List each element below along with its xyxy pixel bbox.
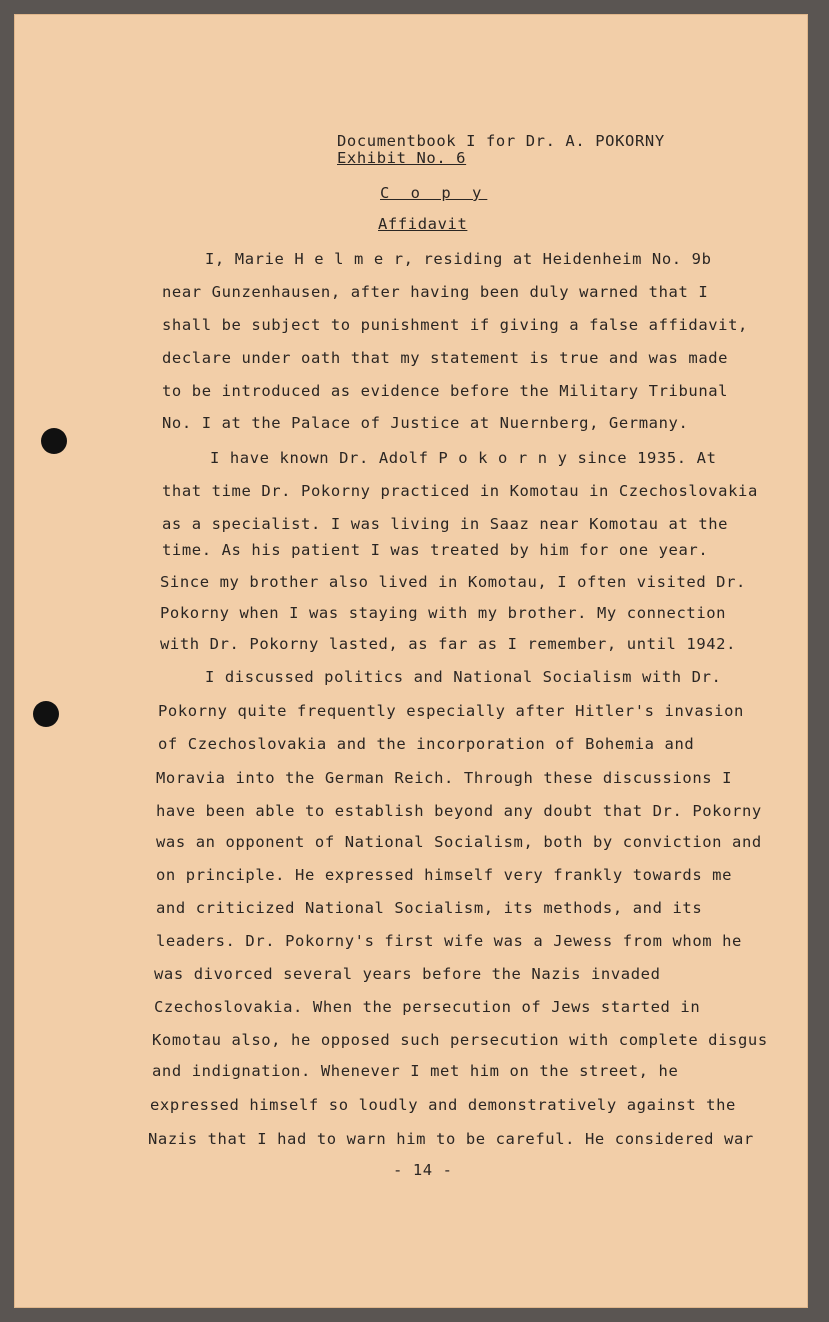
body-line: declare under oath that my statement is true and was made <box>162 349 729 367</box>
body-line: was divorced several years before the Nazis invaded <box>154 965 661 983</box>
body-line: Czechoslovakia. When the persecution of Jews started in <box>154 998 701 1016</box>
body-line: to be introduced as evidence before the Military Tribunal <box>162 382 729 400</box>
body-line: Pokorny quite frequently especially after Hitler's invasion <box>158 702 744 720</box>
body-line: Nazis that I had to warn him to be careful. He considered war <box>148 1130 754 1148</box>
body-line: have been able to establish beyond any doubt that Dr. Pokorny <box>156 802 762 820</box>
body-line: shall be subject to punishment if giving a false affidavit, <box>162 316 748 334</box>
punch-hole <box>33 701 59 727</box>
body-line: near Gunzenhausen, after having been duly warned that I <box>162 283 709 301</box>
body-line: leaders. Dr. Pokorny's first wife was a Jewess from whom he <box>156 932 742 950</box>
body-line: and criticized National Socialism, its methods, and its <box>156 899 703 917</box>
body-line: and indignation. Whenever I met him on the street, he <box>152 1062 679 1080</box>
body-line: time. As his patient I was treated by him for one year. <box>162 541 709 559</box>
page-number: - 14 - <box>393 1161 453 1179</box>
body-line: on principle. He expressed himself very frankly towards me <box>156 866 733 884</box>
body-line: as a specialist. I was living in Saaz near Komotau at the <box>162 515 729 533</box>
body-line: I, Marie H e l m e r, residing at Heidenheim No. 9b <box>205 250 712 268</box>
copy-label: C o p y <box>380 184 488 202</box>
body-line: I have known Dr. Adolf P o k o r n y since 1935. At <box>210 449 717 467</box>
body-line: that time Dr. Pokorny practiced in Komotau in Czechoslovakia <box>162 482 758 500</box>
body-line: Pokorny when I was staying with my brother. My connection <box>160 604 727 622</box>
document-title: Affidavit <box>378 215 468 233</box>
punch-hole <box>41 428 67 454</box>
body-line: of Czechoslovakia and the incorporation of Bohemia and <box>158 735 695 753</box>
body-line: No. I at the Palace of Justice at Nuernberg, Germany. <box>162 414 689 432</box>
body-line: expressed himself so loudly and demonstratively against the <box>150 1096 736 1114</box>
exhibit-number: Exhibit No. 6 <box>337 149 467 167</box>
body-line: Since my brother also lived in Komotau, I often visited Dr. <box>160 573 746 591</box>
body-line: I discussed politics and National Socialism with Dr. <box>205 668 722 686</box>
body-line: was an opponent of National Socialism, both by conviction and <box>156 833 762 851</box>
body-line: with Dr. Pokorny lasted, as far as I remember, until 1942. <box>160 635 737 653</box>
body-line: Moravia into the German Reich. Through these discussions I <box>156 769 733 787</box>
document-header: Documentbook I for Dr. A. POKORNY <box>337 132 665 150</box>
body-line: Komotau also, he opposed such persecution with complete disgus <box>152 1031 768 1049</box>
